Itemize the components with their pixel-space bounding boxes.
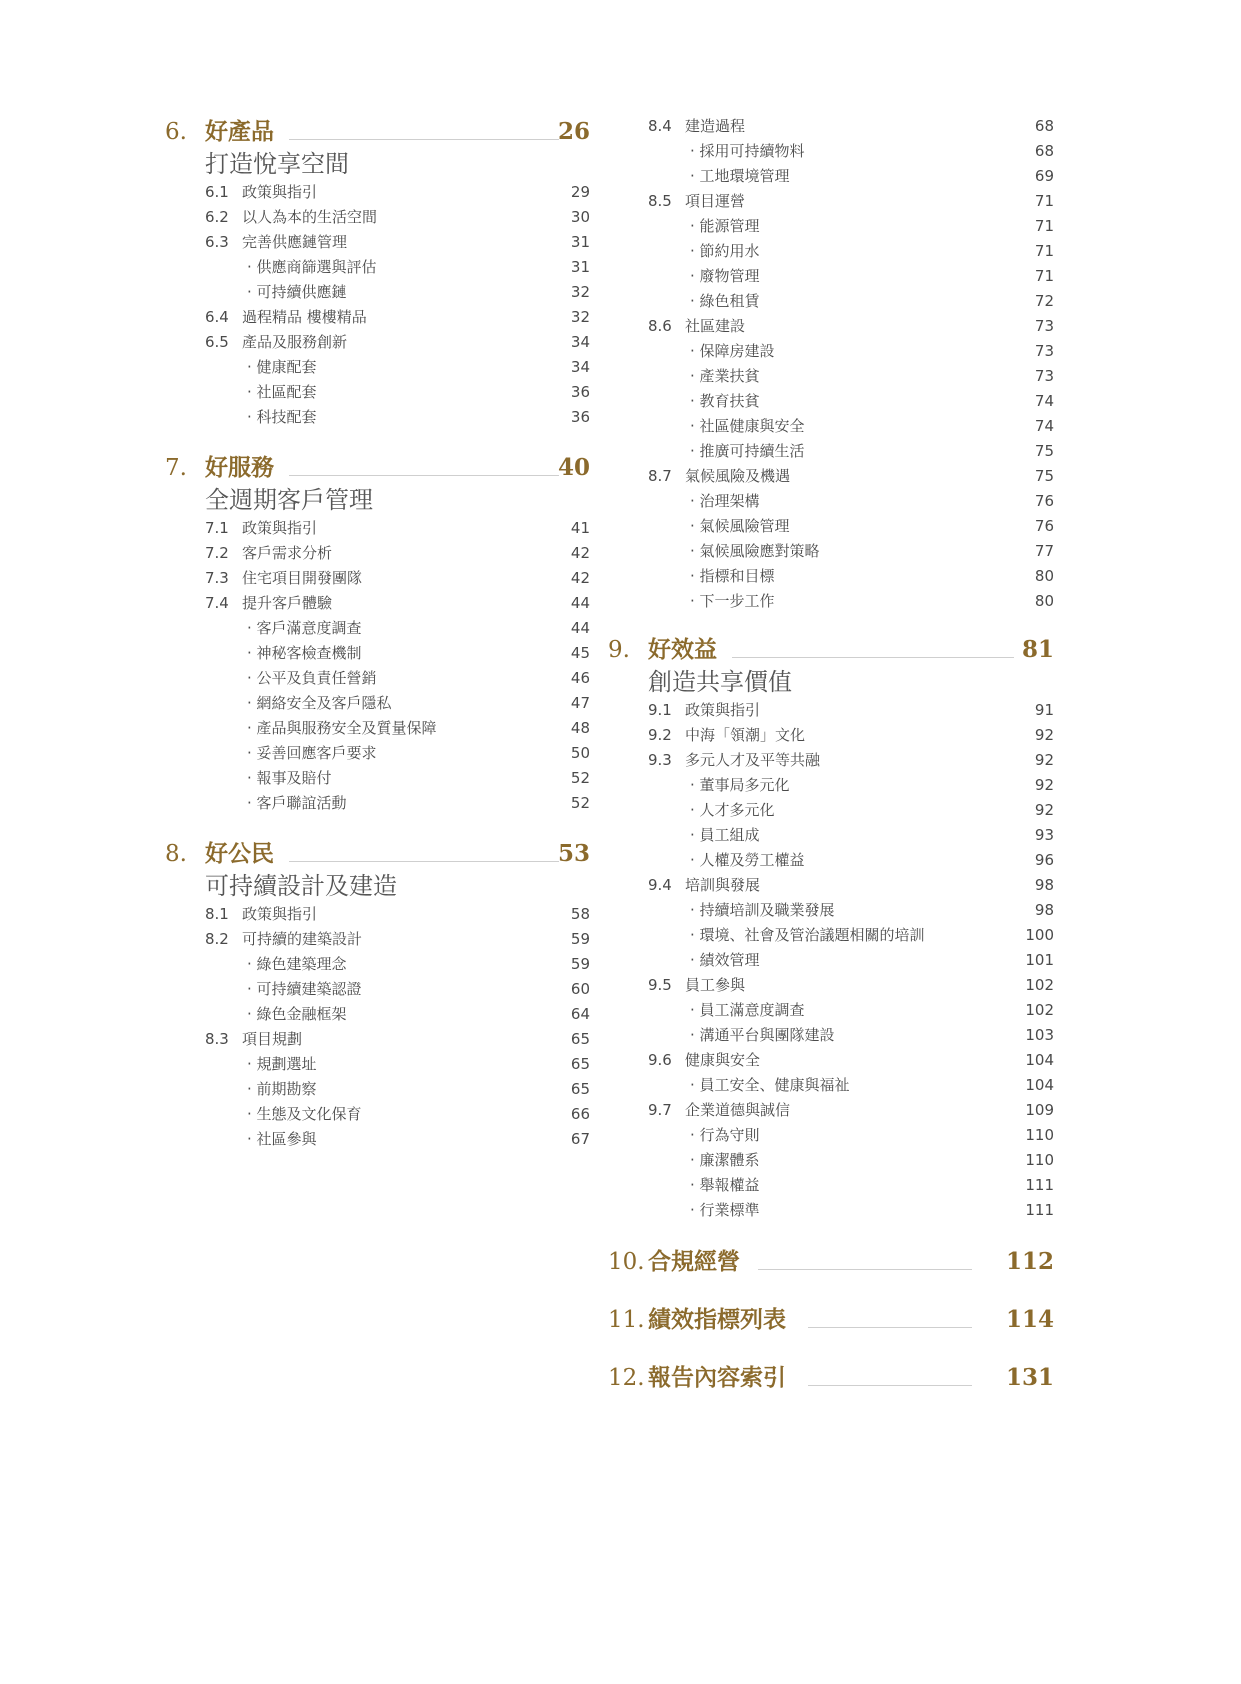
toc-entry[interactable] bbox=[648, 164, 1054, 189]
entry-page: 92 bbox=[1034, 751, 1054, 769]
entry-page: 44 bbox=[570, 619, 590, 637]
entry-number: 8.2 bbox=[205, 930, 229, 948]
section-title[interactable]: 好服務 bbox=[205, 454, 274, 481]
entry-page: 42 bbox=[570, 544, 590, 562]
entry-label: · 可持續供應鏈 bbox=[247, 283, 347, 301]
entry-label: 多元人才及平等共融 bbox=[685, 751, 821, 769]
entry-label: 培訓與發展 bbox=[685, 876, 761, 894]
entry-page: 103 bbox=[1025, 1026, 1054, 1044]
entry-page: 102 bbox=[1025, 1001, 1054, 1019]
section-page: 114 bbox=[1005, 1306, 1054, 1333]
toc-entry[interactable] bbox=[165, 1102, 590, 1127]
toc-entry[interactable] bbox=[165, 691, 590, 716]
entry-label: · 採用可持續物料 bbox=[690, 142, 805, 160]
toc-entry[interactable] bbox=[165, 205, 590, 230]
entry-page: 59 bbox=[570, 955, 590, 973]
toc-entry[interactable] bbox=[608, 1123, 1054, 1148]
entry-page: 93 bbox=[1034, 826, 1054, 844]
entry-page: 91 bbox=[1034, 701, 1054, 719]
entry-page: 92 bbox=[1034, 801, 1054, 819]
entry-page: 41 bbox=[570, 519, 590, 537]
entry-page: 71 bbox=[1034, 267, 1054, 285]
toc-entry[interactable] bbox=[165, 541, 590, 566]
entry-page: 36 bbox=[570, 383, 590, 401]
entry-label: · 社區健康與安全 bbox=[690, 417, 805, 435]
toc-entry[interactable] bbox=[165, 791, 590, 816]
toc-entry[interactable] bbox=[165, 666, 590, 691]
toc-section-11 bbox=[608, 1305, 1054, 1339]
toc-entry[interactable] bbox=[165, 977, 590, 1002]
entry-label: · 廢物管理 bbox=[690, 267, 760, 285]
toc-entry[interactable] bbox=[608, 723, 1054, 748]
toc-entry[interactable] bbox=[608, 1048, 1054, 1073]
entry-page: 77 bbox=[1034, 542, 1054, 560]
entry-label: · 公平及負責任營銷 bbox=[247, 669, 377, 687]
entry-page: 31 bbox=[570, 233, 590, 251]
entry-page: 30 bbox=[570, 208, 590, 226]
toc-entry[interactable] bbox=[165, 405, 590, 430]
toc-entry[interactable] bbox=[648, 364, 1054, 389]
entry-label: · 科技配套 bbox=[247, 408, 317, 426]
entry-label: 以人為本的生活空間 bbox=[242, 208, 378, 226]
entry-page: 76 bbox=[1034, 492, 1054, 510]
toc-entry[interactable] bbox=[608, 823, 1054, 848]
leader-line bbox=[808, 1385, 972, 1386]
entry-label: · 員工組成 bbox=[690, 826, 760, 844]
entry-page: 64 bbox=[570, 1005, 590, 1023]
entry-label: · 社區配套 bbox=[247, 383, 317, 401]
entry-page: 111 bbox=[1025, 1176, 1054, 1194]
toc-section-8-continued bbox=[648, 114, 1054, 614]
toc-entry[interactable] bbox=[608, 948, 1054, 973]
leader-line bbox=[758, 1269, 972, 1270]
entry-number: 9.6 bbox=[648, 1051, 672, 1069]
entry-number: 8.5 bbox=[648, 192, 672, 210]
entry-page: 68 bbox=[1034, 117, 1054, 135]
entry-page: 65 bbox=[570, 1080, 590, 1098]
entry-number: 6.2 bbox=[205, 208, 229, 226]
toc-entry[interactable] bbox=[648, 414, 1054, 439]
section-number: 9. bbox=[608, 637, 630, 663]
toc-entry[interactable] bbox=[165, 1052, 590, 1077]
entry-number: 7.2 bbox=[205, 544, 229, 562]
toc-entry[interactable] bbox=[608, 923, 1054, 948]
entry-label: 氣候風險及機遇 bbox=[685, 467, 791, 485]
entry-page: 74 bbox=[1034, 392, 1054, 410]
section-subtitle: 可持續設計及建造 bbox=[205, 872, 397, 900]
entry-page: 98 bbox=[1034, 901, 1054, 919]
toc-entry[interactable] bbox=[648, 189, 1054, 214]
toc-entry[interactable] bbox=[165, 902, 590, 927]
entry-number: 9.4 bbox=[648, 876, 672, 894]
entry-page: 29 bbox=[570, 183, 590, 201]
entry-page: 32 bbox=[570, 308, 590, 326]
entry-page: 73 bbox=[1034, 367, 1054, 385]
entry-label: 提升客戶體驗 bbox=[242, 594, 333, 612]
entry-page: 65 bbox=[570, 1030, 590, 1048]
toc-entries bbox=[608, 698, 1054, 1223]
toc-entry[interactable] bbox=[608, 798, 1054, 823]
toc-entry[interactable] bbox=[165, 180, 590, 205]
entry-number: 6.3 bbox=[205, 233, 229, 251]
toc-entry[interactable] bbox=[165, 927, 590, 952]
entry-label: · 綠色建築理念 bbox=[247, 955, 347, 973]
toc-entry[interactable] bbox=[648, 489, 1054, 514]
section-number: 11. bbox=[608, 1307, 645, 1333]
entry-label: 企業道德與誠信 bbox=[685, 1101, 791, 1119]
entry-page: 59 bbox=[570, 930, 590, 948]
toc-entry[interactable] bbox=[608, 1148, 1054, 1173]
entry-page: 45 bbox=[570, 644, 590, 662]
toc-entry[interactable] bbox=[165, 380, 590, 405]
entry-page: 52 bbox=[570, 794, 590, 812]
toc-entry[interactable] bbox=[648, 239, 1054, 264]
entry-label: 項目規劃 bbox=[242, 1030, 303, 1048]
toc-entry[interactable] bbox=[648, 539, 1054, 564]
toc-entry[interactable] bbox=[608, 1073, 1054, 1098]
entry-page: 71 bbox=[1034, 192, 1054, 210]
entry-label: 社區建設 bbox=[685, 317, 746, 335]
entry-label: · 能源管理 bbox=[690, 217, 760, 235]
entry-label: · 可持續建築認證 bbox=[247, 980, 362, 998]
entry-label: · 客戶滿意度調查 bbox=[247, 619, 362, 637]
entry-number: 8.4 bbox=[648, 117, 672, 135]
section-page: 81 bbox=[1021, 636, 1054, 663]
section-subtitle: 全週期客戶管理 bbox=[205, 486, 373, 514]
entry-label: · 供應商篩選與評估 bbox=[247, 258, 377, 276]
toc-section-7 bbox=[165, 453, 590, 812]
section-page: 131 bbox=[1005, 1364, 1054, 1391]
leader-line bbox=[289, 475, 559, 476]
entry-label: · 綠色租賃 bbox=[690, 292, 760, 310]
entry-page: 76 bbox=[1034, 517, 1054, 535]
entry-number: 9.7 bbox=[648, 1101, 672, 1119]
entry-label: · 廉潔體系 bbox=[690, 1151, 760, 1169]
entry-label: 產品及服務創新 bbox=[242, 333, 348, 351]
entry-number: 8.6 bbox=[648, 317, 672, 335]
toc-entry[interactable] bbox=[648, 139, 1054, 164]
leader-line bbox=[808, 1327, 972, 1328]
toc-entry[interactable] bbox=[648, 314, 1054, 339]
toc-entry[interactable] bbox=[608, 1198, 1054, 1223]
entry-number: 7.1 bbox=[205, 519, 229, 537]
entry-label: · 績效管理 bbox=[690, 951, 760, 969]
toc-entry[interactable] bbox=[165, 641, 590, 666]
toc-entry[interactable] bbox=[165, 616, 590, 641]
entry-label: 中海「領潮」文化 bbox=[685, 726, 806, 744]
entry-page: 71 bbox=[1034, 217, 1054, 235]
entry-number: 7.3 bbox=[205, 569, 229, 587]
entry-page: 92 bbox=[1034, 726, 1054, 744]
entry-page: 48 bbox=[570, 719, 590, 737]
entry-page: 31 bbox=[570, 258, 590, 276]
section-heading[interactable] bbox=[608, 1363, 1054, 1397]
section-number: 6. bbox=[165, 119, 187, 145]
entry-number: 8.1 bbox=[205, 905, 229, 923]
entry-label: 客戶需求分析 bbox=[242, 544, 333, 562]
section-title[interactable]: 好產品 bbox=[205, 118, 274, 145]
toc-section-9 bbox=[608, 635, 1054, 1219]
entry-label: · 人權及勞工權益 bbox=[690, 851, 805, 869]
toc-entry[interactable] bbox=[165, 516, 590, 541]
entry-page: 101 bbox=[1025, 951, 1054, 969]
entry-page: 100 bbox=[1025, 926, 1054, 944]
toc-section-8 bbox=[165, 839, 590, 1148]
toc-entry[interactable] bbox=[165, 566, 590, 591]
section-title[interactable]: 合規經營 bbox=[648, 1248, 740, 1275]
entry-label: · 妥善回應客戶要求 bbox=[247, 744, 377, 762]
entry-page: 73 bbox=[1034, 342, 1054, 360]
entry-page: 69 bbox=[1034, 167, 1054, 185]
toc-entry[interactable] bbox=[165, 1027, 590, 1052]
section-number: 7. bbox=[165, 455, 187, 481]
entry-label: · 健康配套 bbox=[247, 358, 317, 376]
entry-page: 104 bbox=[1025, 1051, 1054, 1069]
toc-entry[interactable] bbox=[648, 589, 1054, 614]
entry-label: · 社區參與 bbox=[247, 1130, 317, 1148]
entry-label: · 客戶聯誼活動 bbox=[247, 794, 347, 812]
entry-page: 50 bbox=[570, 744, 590, 762]
entry-label: · 產品與服務安全及質量保障 bbox=[247, 719, 437, 737]
entry-label: · 行業標準 bbox=[690, 1201, 760, 1219]
entry-number: 6.1 bbox=[205, 183, 229, 201]
toc-entry[interactable] bbox=[608, 973, 1054, 998]
toc-entry[interactable] bbox=[165, 716, 590, 741]
toc-section-12 bbox=[608, 1363, 1054, 1397]
entry-page: 44 bbox=[570, 594, 590, 612]
toc-entry[interactable] bbox=[648, 389, 1054, 414]
toc-entry[interactable] bbox=[608, 848, 1054, 873]
section-heading[interactable] bbox=[165, 453, 590, 487]
toc-entry[interactable] bbox=[608, 898, 1054, 923]
entry-page: 42 bbox=[570, 569, 590, 587]
toc-entry[interactable] bbox=[648, 464, 1054, 489]
section-title[interactable]: 報告內容索引 bbox=[648, 1364, 786, 1391]
entry-label: · 網絡安全及客戶隱私 bbox=[247, 694, 392, 712]
section-heading[interactable] bbox=[165, 839, 590, 873]
entry-label: · 溝通平台與團隊建設 bbox=[690, 1026, 835, 1044]
entry-label: · 氣候風險應對策略 bbox=[690, 542, 820, 560]
toc-entry[interactable] bbox=[165, 255, 590, 280]
toc-entry[interactable] bbox=[165, 305, 590, 330]
entry-page: 58 bbox=[570, 905, 590, 923]
toc-entry[interactable] bbox=[165, 1002, 590, 1027]
toc-entry[interactable] bbox=[608, 1173, 1054, 1198]
section-title[interactable]: 好效益 bbox=[648, 636, 717, 663]
toc-entry[interactable] bbox=[165, 591, 590, 616]
entry-label: 過程精品 樓樓精品 bbox=[242, 308, 367, 326]
entry-page: 73 bbox=[1034, 317, 1054, 335]
toc-entry[interactable] bbox=[608, 998, 1054, 1023]
section-number: 12. bbox=[608, 1365, 645, 1391]
entry-label: · 氣候風險管理 bbox=[690, 517, 790, 535]
toc-entry[interactable] bbox=[648, 289, 1054, 314]
section-page: 112 bbox=[1005, 1248, 1054, 1275]
entry-label: · 節約用水 bbox=[690, 242, 760, 260]
entry-page: 111 bbox=[1025, 1201, 1054, 1219]
entry-label: 建造過程 bbox=[685, 117, 746, 135]
toc-entry[interactable] bbox=[648, 514, 1054, 539]
toc-entry[interactable] bbox=[165, 1077, 590, 1102]
entry-label: · 治理架構 bbox=[690, 492, 760, 510]
entry-page: 36 bbox=[570, 408, 590, 426]
entry-page: 34 bbox=[570, 333, 590, 351]
entry-page: 80 bbox=[1034, 567, 1054, 585]
section-page: 53 bbox=[557, 840, 590, 867]
entry-page: 102 bbox=[1025, 976, 1054, 994]
toc-entries bbox=[165, 180, 590, 430]
entry-label: · 產業扶貧 bbox=[690, 367, 760, 385]
entry-label: 健康與安全 bbox=[685, 1051, 761, 1069]
entry-page: 66 bbox=[570, 1105, 590, 1123]
toc-entry[interactable] bbox=[648, 264, 1054, 289]
entry-page: 46 bbox=[570, 669, 590, 687]
entry-page: 65 bbox=[570, 1055, 590, 1073]
toc-entry[interactable] bbox=[648, 214, 1054, 239]
toc-entries bbox=[165, 902, 590, 1152]
entry-label: · 人才多元化 bbox=[690, 801, 775, 819]
entry-page: 60 bbox=[570, 980, 590, 998]
section-title[interactable]: 好公民 bbox=[205, 840, 274, 867]
entry-label: · 推廣可持續生活 bbox=[690, 442, 805, 460]
entry-page: 104 bbox=[1025, 1076, 1054, 1094]
entry-label: 政策與指引 bbox=[242, 519, 318, 537]
entry-page: 75 bbox=[1034, 467, 1054, 485]
entry-label: 政策與指引 bbox=[685, 701, 761, 719]
entry-number: 7.4 bbox=[205, 594, 229, 612]
entry-page: 80 bbox=[1034, 592, 1054, 610]
entry-label: 員工參與 bbox=[685, 976, 746, 994]
entry-number: 9.1 bbox=[648, 701, 672, 719]
toc-entry[interactable] bbox=[165, 355, 590, 380]
section-heading[interactable] bbox=[165, 117, 590, 151]
entry-page: 72 bbox=[1034, 292, 1054, 310]
entry-label: · 員工滿意度調查 bbox=[690, 1001, 805, 1019]
leader-line bbox=[289, 139, 559, 140]
toc-entry[interactable] bbox=[648, 339, 1054, 364]
toc-entry[interactable] bbox=[165, 330, 590, 355]
toc-entry[interactable] bbox=[165, 952, 590, 977]
entry-label: · 保障房建設 bbox=[690, 342, 775, 360]
section-number: 8. bbox=[165, 841, 187, 867]
toc-entry[interactable] bbox=[165, 280, 590, 305]
entry-label: 政策與指引 bbox=[242, 183, 318, 201]
entry-label: · 規劃選址 bbox=[247, 1055, 317, 1073]
entry-label: · 報事及賠付 bbox=[247, 769, 332, 787]
entry-number: 9.5 bbox=[648, 976, 672, 994]
entry-label: · 員工安全、健康與福祉 bbox=[690, 1076, 850, 1094]
section-number: 10. bbox=[608, 1249, 645, 1275]
toc-entry[interactable] bbox=[608, 748, 1054, 773]
entry-label: · 生態及文化保育 bbox=[247, 1105, 362, 1123]
entry-number: 8.3 bbox=[205, 1030, 229, 1048]
section-page: 40 bbox=[557, 454, 590, 481]
entry-label: 完善供應鏈管理 bbox=[242, 233, 348, 251]
toc-entry[interactable] bbox=[608, 1098, 1054, 1123]
toc-entry[interactable] bbox=[608, 698, 1054, 723]
toc-entry[interactable] bbox=[648, 564, 1054, 589]
entry-page: 92 bbox=[1034, 776, 1054, 794]
entry-number: 6.5 bbox=[205, 333, 229, 351]
entry-page: 75 bbox=[1034, 442, 1054, 460]
entry-label: · 前期勘察 bbox=[247, 1080, 317, 1098]
entry-label: 項目運營 bbox=[685, 192, 746, 210]
toc-entry[interactable] bbox=[608, 1023, 1054, 1048]
section-heading[interactable] bbox=[608, 635, 1054, 669]
entry-label: · 教育扶貧 bbox=[690, 392, 760, 410]
toc-entry[interactable] bbox=[608, 773, 1054, 798]
toc-entry[interactable] bbox=[165, 766, 590, 791]
entry-number: 8.7 bbox=[648, 467, 672, 485]
entry-label: · 行為守則 bbox=[690, 1126, 760, 1144]
section-subtitle: 打造悅享空間 bbox=[205, 150, 349, 178]
entry-page: 47 bbox=[570, 694, 590, 712]
toc-entry[interactable] bbox=[608, 873, 1054, 898]
entry-label: · 綠色金融框架 bbox=[247, 1005, 347, 1023]
entry-label: · 下一步工作 bbox=[690, 592, 775, 610]
entry-page: 32 bbox=[570, 283, 590, 301]
entry-page: 34 bbox=[570, 358, 590, 376]
entry-label: 住宅項目開發團隊 bbox=[242, 569, 363, 587]
entry-page: 52 bbox=[570, 769, 590, 787]
entry-page: 68 bbox=[1034, 142, 1054, 160]
toc-section-6 bbox=[165, 117, 590, 426]
entry-number: 6.4 bbox=[205, 308, 229, 326]
entry-label: · 神秘客檢查機制 bbox=[247, 644, 362, 662]
toc-entry[interactable] bbox=[165, 230, 590, 255]
entry-page: 71 bbox=[1034, 242, 1054, 260]
entry-page: 74 bbox=[1034, 417, 1054, 435]
entry-label: · 環境、社會及管治議題相關的培訓 bbox=[690, 926, 925, 944]
toc-section-10 bbox=[608, 1247, 1054, 1281]
entry-label: · 工地環境管理 bbox=[690, 167, 790, 185]
entry-label: · 董事局多元化 bbox=[690, 776, 790, 794]
entry-page: 98 bbox=[1034, 876, 1054, 894]
entry-number: 9.3 bbox=[648, 751, 672, 769]
leader-line bbox=[732, 657, 1014, 658]
section-title[interactable]: 績效指標列表 bbox=[648, 1306, 786, 1333]
entry-label: 可持續的建築設計 bbox=[242, 930, 363, 948]
entry-page: 109 bbox=[1025, 1101, 1054, 1119]
entry-page: 67 bbox=[570, 1130, 590, 1148]
toc-entries bbox=[165, 516, 590, 816]
entry-label: 政策與指引 bbox=[242, 905, 318, 923]
section-heading[interactable] bbox=[608, 1305, 1054, 1339]
entry-label: · 舉報權益 bbox=[690, 1176, 760, 1194]
entry-label: · 指標和目標 bbox=[690, 567, 775, 585]
entry-page: 96 bbox=[1034, 851, 1054, 869]
toc-entry[interactable] bbox=[165, 1127, 590, 1152]
entry-label: · 持續培訓及職業發展 bbox=[690, 901, 835, 919]
toc-entry[interactable] bbox=[165, 741, 590, 766]
entry-number: 9.2 bbox=[648, 726, 672, 744]
section-page: 26 bbox=[557, 118, 590, 145]
entry-page: 110 bbox=[1025, 1151, 1054, 1169]
toc-entry[interactable] bbox=[648, 439, 1054, 464]
toc-entry[interactable] bbox=[648, 114, 1054, 139]
section-heading[interactable] bbox=[608, 1247, 1054, 1281]
section-subtitle: 創造共享價值 bbox=[648, 668, 792, 696]
leader-line bbox=[289, 861, 559, 862]
entry-page: 110 bbox=[1025, 1126, 1054, 1144]
